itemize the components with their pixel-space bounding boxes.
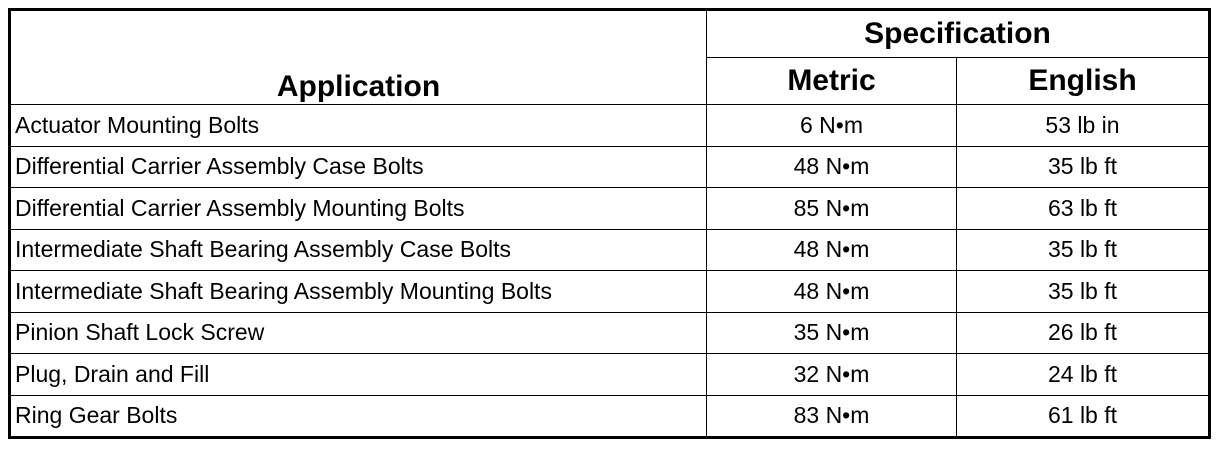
table-row [10, 312, 1210, 354]
table-row [10, 271, 1210, 313]
fastener-spec-table [8, 8, 1211, 439]
table-row [10, 105, 1210, 147]
application-cell: Actuator Mounting Bolts [10, 105, 707, 147]
english-column-header: English [957, 58, 1210, 105]
metric-value-cell: 83 N•m [707, 395, 957, 438]
metric-value-cell: 48 N•m [707, 229, 957, 271]
application-column-header: Application [10, 10, 707, 105]
application-cell: Plug, Drain and Fill [10, 354, 707, 396]
specification-column-header: Specification [707, 10, 1210, 58]
english-value-cell: 24 lb ft [957, 354, 1210, 396]
english-value-cell: 26 lb ft [957, 312, 1210, 354]
english-value-cell: 35 lb ft [957, 271, 1210, 313]
application-cell: Intermediate Shaft Bearing Assembly Case Bolts [10, 229, 707, 271]
table-row [10, 146, 1210, 188]
application-cell: Differential Carrier Assembly Case Bolts [10, 146, 707, 188]
metric-value-cell: 35 N•m [707, 312, 957, 354]
metric-value-cell: 48 N•m [707, 146, 957, 188]
metric-column-header: Metric [707, 58, 957, 105]
application-cell: Ring Gear Bolts [10, 395, 707, 438]
table-header-row [10, 10, 1210, 58]
metric-value-cell: 32 N•m [707, 354, 957, 396]
application-cell: Intermediate Shaft Bearing Assembly Mounting Bolts [10, 271, 707, 313]
table-row [10, 229, 1210, 271]
table-row [10, 395, 1210, 438]
table-row [10, 354, 1210, 396]
metric-value-cell: 85 N•m [707, 188, 957, 230]
english-value-cell: 63 lb ft [957, 188, 1210, 230]
table-row [10, 188, 1210, 230]
english-value-cell: 35 lb ft [957, 229, 1210, 271]
english-value-cell: 61 lb ft [957, 395, 1210, 438]
english-value-cell: 35 lb ft [957, 146, 1210, 188]
application-cell: Differential Carrier Assembly Mounting Bolts [10, 188, 707, 230]
english-value-cell: 53 lb in [957, 105, 1210, 147]
application-cell: Pinion Shaft Lock Screw [10, 312, 707, 354]
metric-value-cell: 48 N•m [707, 271, 957, 313]
metric-value-cell: 6 N•m [707, 105, 957, 147]
